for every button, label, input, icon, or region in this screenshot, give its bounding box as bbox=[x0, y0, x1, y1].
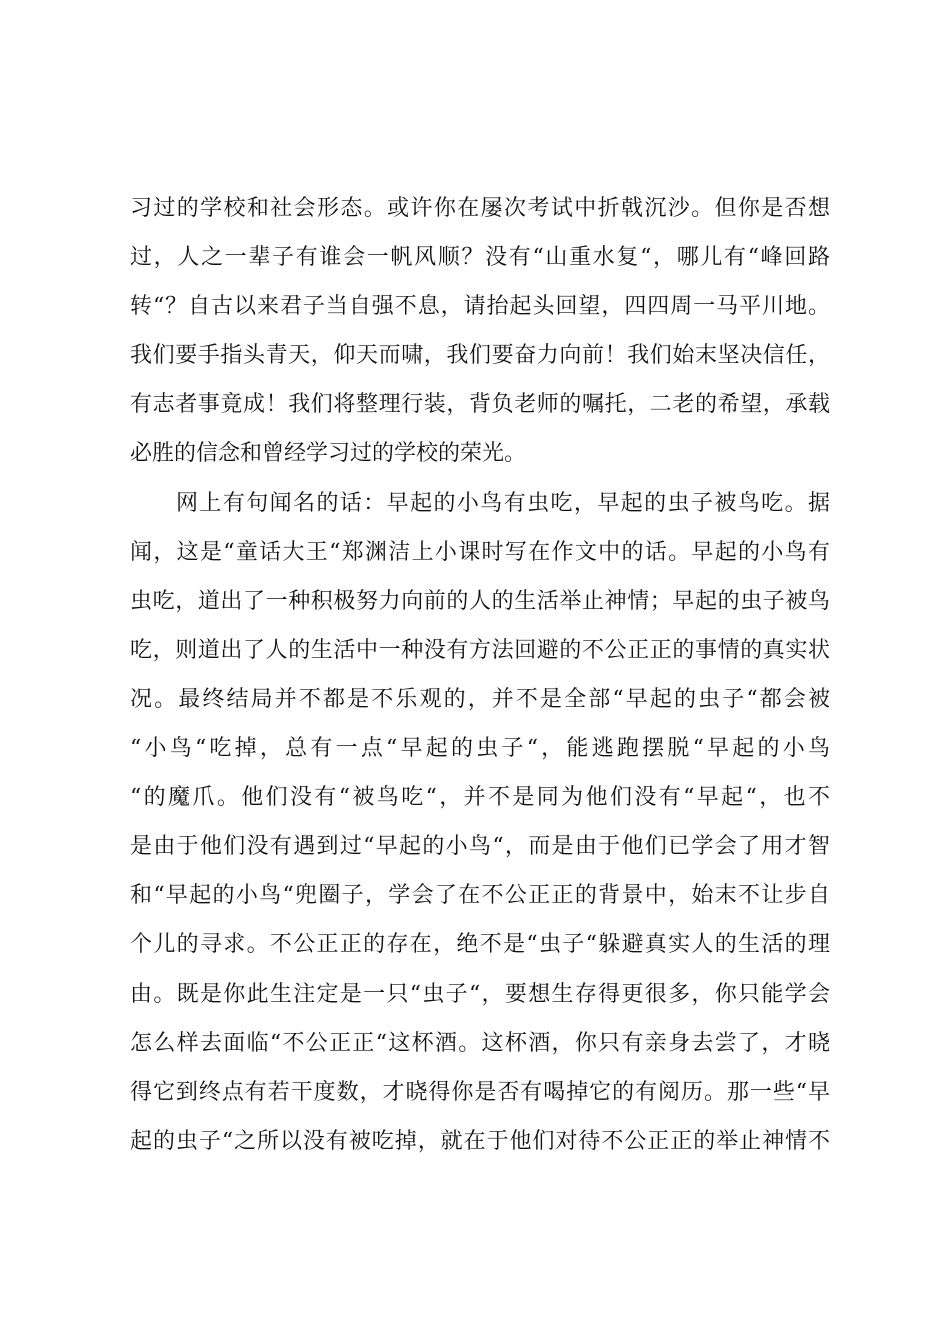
text-line: 我们要手指头青天，仰天而啸，我们要奋力向前！我们始末坚决信任， bbox=[130, 343, 830, 369]
document-body bbox=[130, 184, 830, 1166]
text-line: 过，人之一辈子有谁会一帆风顺？没有“山重水复“，哪儿有“峰回路 bbox=[130, 245, 830, 271]
text-line: 是由于他们没有遇到过“早起的小鸟“，而是由于他们已学会了用才智 bbox=[130, 834, 830, 860]
text-line: 怎么样去面临“不公正正“这杯酒。这杯酒，你只有亲身去尝了，才晓 bbox=[130, 1030, 830, 1056]
text-line: 闻，这是“童话大王“郑渊洁上小课时写在作文中的话。早起的小鸟有 bbox=[130, 539, 830, 565]
text-line: 网上有句闻名的话：早起的小鸟有虫吃，早起的虫子被鸟吃。据 bbox=[176, 490, 830, 516]
paragraph-2 bbox=[130, 479, 830, 1166]
text-line: 由。既是你此生注定是一只“虫子“，要想生存得更很多，你只能学会 bbox=[130, 981, 830, 1007]
text-line: 起的虫子“之所以没有被吃掉，就在于他们对待不公正正的举止神情不 bbox=[130, 1128, 830, 1154]
text-line: 吃，则道出了人的生活中一种没有方法回避的不公正正的事情的真实状 bbox=[130, 637, 830, 663]
paragraph-1 bbox=[130, 184, 830, 479]
text-line: 有志者事竟成！我们将整理行装，背负老师的嘱托，二老的希望，承载 bbox=[130, 392, 830, 418]
text-line: “的魔爪。他们没有“被鸟吃“，并不是同为他们没有“早起“，也不 bbox=[130, 785, 830, 811]
text-line: 必胜的信念和曾经学习过的学校的荣光。 bbox=[130, 441, 527, 467]
text-line: “小鸟“吃掉，总有一点“早起的虫子“，能逃跑摆脱“早起的小鸟 bbox=[130, 736, 830, 762]
text-line: 得它到终点有若干度数，才晓得你是否有喝掉它的有阅历。那一些“早 bbox=[130, 1079, 830, 1105]
text-line: 个儿的寻求。不公正正的存在，绝不是“虫子“躲避真实人的生活的理 bbox=[130, 932, 830, 958]
text-line: 转“？自古以来君子当自强不息，请抬起头回望，四四周一马平川地。 bbox=[130, 294, 830, 320]
text-line: 况。最终结局并不都是不乐观的，并不是全部“早起的虫子“都会被 bbox=[130, 686, 830, 712]
text-line: 习过的学校和社会形态。或许你在屡次考试中折戟沉沙。但你是否想 bbox=[130, 196, 830, 221]
text-line: 和“早起的小鸟“兜圈子，学会了在不公正正的背景中，始末不让步自 bbox=[130, 883, 830, 909]
text-line: 虫吃，道出了一种积极努力向前的人的生活举止神情；早起的虫子被鸟 bbox=[130, 588, 830, 614]
